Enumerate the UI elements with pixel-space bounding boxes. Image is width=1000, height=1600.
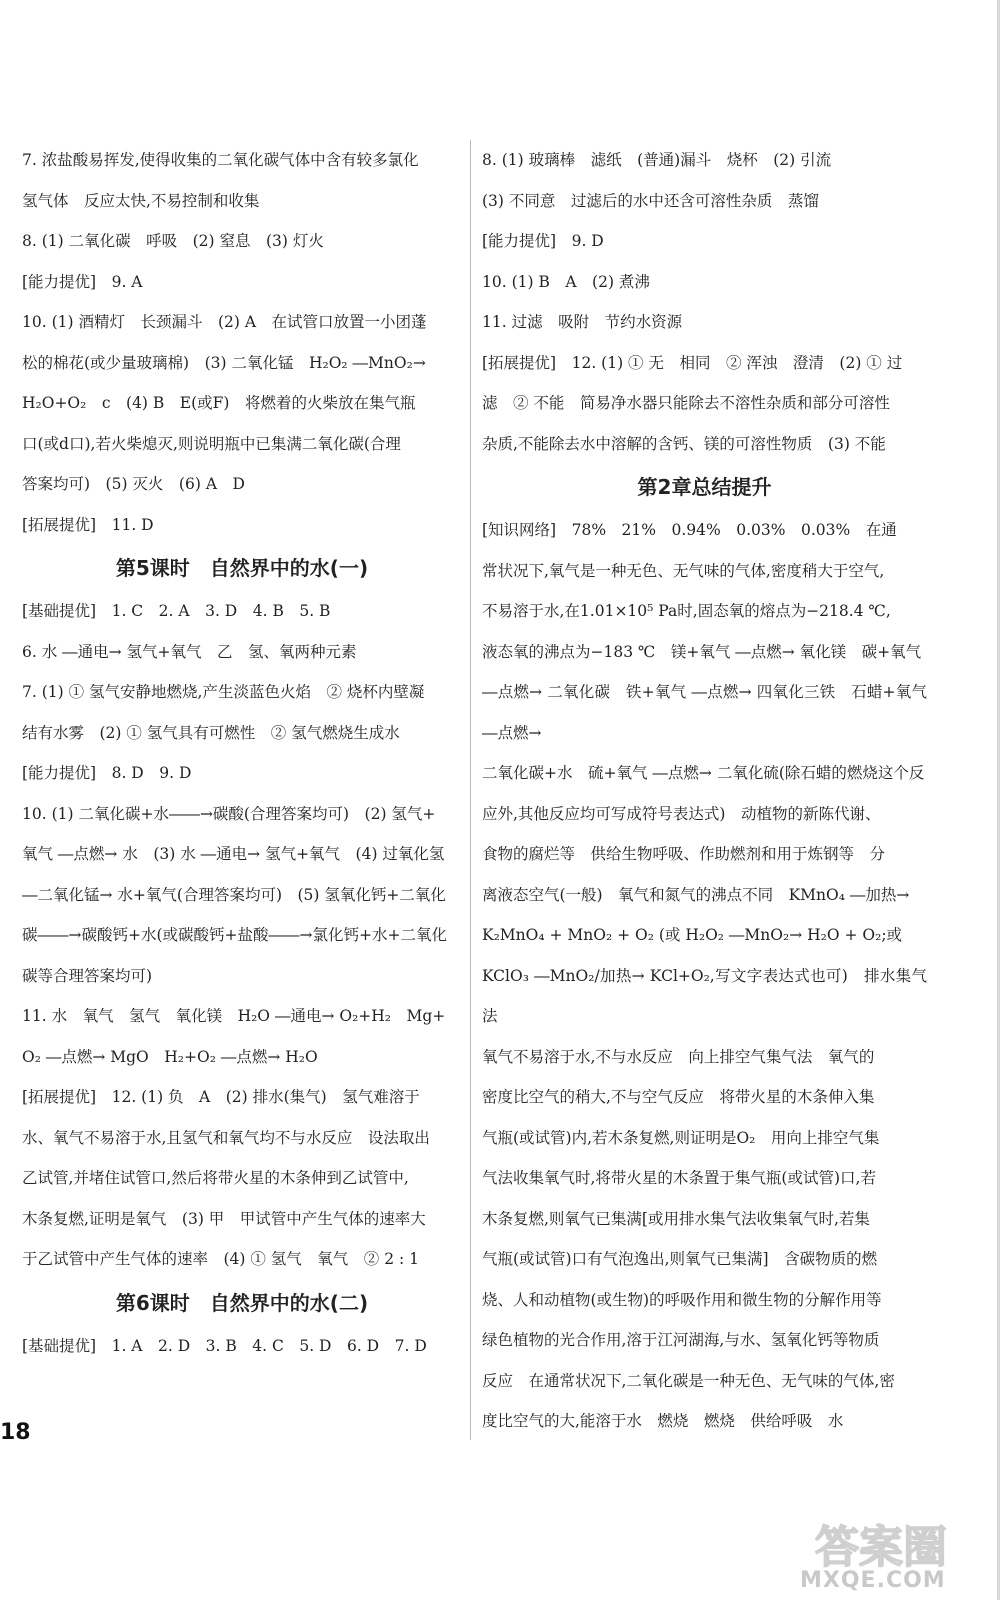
answer-line: O₂ ―点燃→ MgO H₂+O₂ ―点燃→ H₂O xyxy=(22,1047,318,1066)
answer-line: 乙试管,并堵住试管口,然后将带火星的木条伸到乙试管中, xyxy=(22,1169,409,1187)
answer-line: 氢气体 反应太快,不易控制和收集 xyxy=(22,191,260,210)
answer-line: ―二氧化锰→ 水+氧气(合理答案均可) (5) 氢氧化钙+二氧化 xyxy=(22,885,446,904)
answer-line: 答案均可) (5) 灭火 (6) A D xyxy=(22,475,245,493)
answer-line: 食物的腐烂等 供给生物呼吸、作助燃剂和用于炼钢等 分 xyxy=(482,845,886,863)
answer-line: [能力提优] 8. D 9. D xyxy=(22,764,192,782)
answer-line: K₂MnO₄ + MnO₂ + O₂ (或 H₂O₂ ―MnO₂→ H₂O + O₂;或 xyxy=(482,926,903,944)
answer-line: [基础提优] 1. A 2. D 3. B 4. C 5. D 6. D 7. D xyxy=(22,1336,427,1355)
answer-line: [基础提优] 1. C 2. A 3. D 4. B 5. B xyxy=(22,602,331,620)
answer-line: 8. (1) 玻璃棒 滤纸 (普通)漏斗 烧杯 (2) 引流 xyxy=(482,151,832,169)
answer-line: 绿色植物的光合作用,溶于江河湖海,与水、氢氧化钙等物质 xyxy=(482,1331,880,1349)
answer-line: [知识网络] 78% 21% 0.94% 0.03% 0.03% 在通 xyxy=(482,521,897,539)
answer-line: 气瓶(或试管)内,若木条复燃,则证明是O₂ 用向上排空气集 xyxy=(482,1128,880,1147)
answer-line: 度比空气的大,能溶于水 燃烧 燃烧 供给呼吸 水 xyxy=(482,1412,844,1430)
answer-line: [拓展提优] 12. (1) 负 A (2) 排水(集气) 氢气难溶于 xyxy=(22,1088,420,1106)
answer-line: 木条复燃,则氧气已集满[或用排水集气法收集氧气时,若集 xyxy=(482,1209,870,1228)
answer-line: 常状况下,氧气是一种无色、无气味的气体,密度稍大于空气, xyxy=(482,561,885,580)
answer-line: ―点燃→ 二氧化碳 铁+氧气 ―点燃→ 四氧化三铁 石蜡+氧气 ―点燃→ xyxy=(482,683,927,742)
section-heading-lesson-6: 第6课时 自然界中的水(二) xyxy=(115,1290,369,1315)
answer-line: 气法收集氧气时,将带火星的木条置于集气瓶(或试管)口,若 xyxy=(482,1169,876,1187)
svg-text:答案圈: 答案圈 xyxy=(815,1522,947,1573)
answer-line: 10. (1) 酒精灯 长颈漏斗 (2) A 在试管口放置一小团蓬 xyxy=(22,313,427,331)
answer-line: 烧、人和动植物(或生物)的呼吸作用和微生物的分解作用等 xyxy=(482,1290,882,1309)
answer-line: 8. (1) 二氧化碳 呼吸 (2) 窒息 (3) 灯火 xyxy=(22,232,324,250)
right-column xyxy=(482,140,927,1442)
answer-line: 7. 浓盐酸易挥发,使得收集的二氧化碳气体中含有较多氯化 xyxy=(22,151,419,169)
answer-line: 11. 水 氧气 氢气 氧化镁 H₂O ―通电→ O₂+H₂ Mg+ xyxy=(22,1007,446,1025)
answer-line: 水、氧气不易溶于水,且氢气和氧气均不与水反应 设法取出 xyxy=(22,1128,430,1147)
answer-line: 气瓶(或试管)口有气泡逸出,则氧气已集满] 含碳物质的燃 xyxy=(482,1250,878,1268)
answer-line: KClO₃ ―MnO₂/加热→ KCl+O₂,写文字表达式也可) 排水集气法 xyxy=(482,966,927,1025)
answer-line: 碳――→碳酸钙+水(或碳酸钙+盐酸――→氯化钙+水+二氧化 xyxy=(22,926,447,944)
answer-line: 口(或d口),若火柴熄灭,则说明瓶中已集满二氧化碳(合理 xyxy=(22,434,401,453)
answer-line: 二氧化碳+水 硫+氧气 ―点燃→ 二氧化硫(除石蜡的燃烧这个反 xyxy=(482,764,925,782)
answer-line: (3) 不同意 过滤后的水中还含可溶性杂质 蒸馏 xyxy=(482,191,819,210)
answer-line: 杂质,不能除去水中溶解的含钙、镁的可溶性物质 (3) 不能 xyxy=(482,434,886,453)
answer-line: 离液态空气(一般) 氧气和氮气的沸点不同 KMnO₄ ―加热→ xyxy=(482,885,910,904)
answer-line: 10. (1) 二氧化碳+水――→碳酸(合理答案均可) (2) 氢气+ xyxy=(22,804,436,823)
answer-line: [能力提优] 9. A xyxy=(22,272,143,291)
answer-line: 滤 ② 不能 简易净水器只能除去不溶性杂质和部分可溶性 xyxy=(482,394,890,412)
answer-line: 6. 水 ―通电→ 氢气+氧气 乙 氢、氧两种元素 xyxy=(22,642,357,661)
answer-line: 于乙试管中产生气体的速率 (4) ① 氢气 氧气 ② 2 : 1 xyxy=(22,1250,420,1268)
section-heading-chapter-summary: 第2章总结提升 xyxy=(637,475,772,499)
answer-line: [拓展提优] 12. (1) ① 无 相同 ② 浑浊 澄清 (2) ① 过 xyxy=(482,353,903,372)
answer-line: 密度比空气的稍大,不与空气反应 将带火星的木条伸入集 xyxy=(482,1088,875,1106)
page-number: 18 xyxy=(0,1420,31,1445)
answer-line: 碳等合理答案均可) xyxy=(22,966,153,985)
column-divider xyxy=(470,140,471,1440)
answer-line: 11. 过滤 吸附 节约水资源 xyxy=(482,313,683,331)
answer-line: 木条复燃,证明是氧气 (3) 甲 甲试管中产生气体的速率大 xyxy=(22,1209,426,1228)
answer-line: [能力提优] 9. D xyxy=(482,232,604,250)
answer-line: 松的棉花(或少量玻璃棉) (3) 二氧化锰 H₂O₂ ―MnO₂→ xyxy=(22,353,426,372)
answer-line: 10. (1) B A (2) 煮沸 xyxy=(482,272,650,291)
answer-line: H₂O+O₂ c (4) B E(或F) 将燃着的火柴放在集气瓶 xyxy=(22,394,416,412)
watermark-text: MXQE.COM xyxy=(800,1568,946,1593)
left-column xyxy=(22,140,462,1366)
answer-line: 氧气 ―点燃→ 水 (3) 水 ―通电→ 氢气+氧气 (4) 过氧化氢 xyxy=(22,845,445,863)
section-heading-lesson-5: 第5课时 自然界中的水(一) xyxy=(115,556,369,580)
answer-line: [拓展提优] 11. D xyxy=(22,515,154,534)
answer-line: 液态氧的沸点为−183 ℃ 镁+氧气 ―点燃→ 氧化镁 碳+氧气 xyxy=(482,642,922,661)
answer-line: 结有水雾 (2) ① 氢气具有可燃性 ② 氢气燃烧生成水 xyxy=(22,723,400,742)
answer-line: 氧气不易溶于水,不与水反应 向上排空气集气法 氧气的 xyxy=(482,1047,875,1066)
answer-line: 应外,其他反应均可写成符号表达式) 动植物的新陈代谢、 xyxy=(482,804,881,823)
answer-line: 7. (1) ① 氢气安静地燃烧,产生淡蓝色火焰 ② 烧杯内壁凝 xyxy=(22,683,425,701)
answer-line: 反应 在通常状况下,二氧化碳是一种无色、无气味的气体,密 xyxy=(482,1371,895,1390)
answer-line: 不易溶于水,在1.01×10⁵ Pa时,固态氧的熔点为−218.4 ℃, xyxy=(482,602,891,620)
